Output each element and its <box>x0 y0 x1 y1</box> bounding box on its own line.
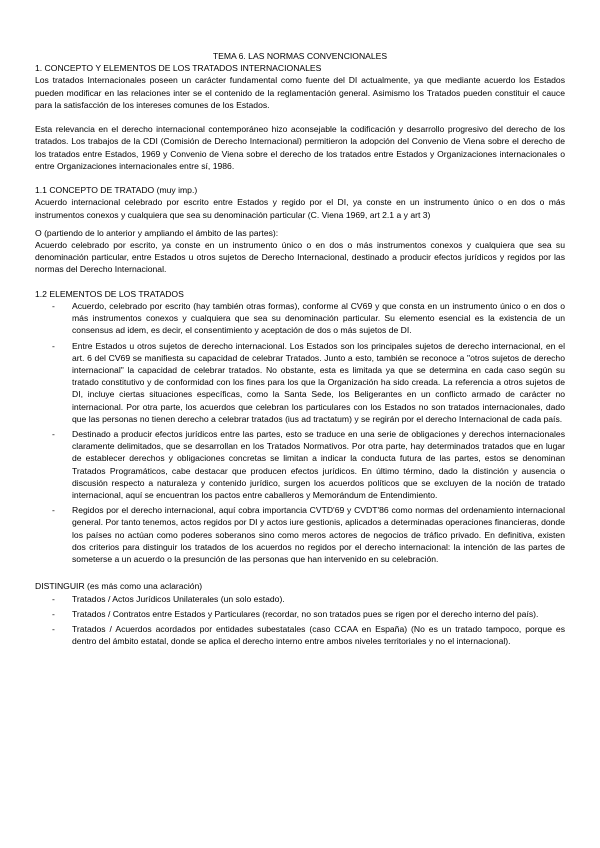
list-item <box>35 608 565 620</box>
dash-bullet: - <box>52 593 55 604</box>
list-item <box>35 623 565 647</box>
distinguish-list <box>35 593 565 648</box>
list-item-text: Tratados / Actos Jurídicos Unilaterales (un solo estado). <box>72 593 285 604</box>
list-item-text: Tratados / Contratos entre Estados y Particulares (recordar, no son tratados pues se rigen por el derecho interno del país). <box>72 608 539 619</box>
document-title: TEMA 6. LAS NORMAS CONVENCIONALES <box>212 51 388 61</box>
dash-bullet: - <box>52 340 55 351</box>
elements-list <box>35 300 565 565</box>
intro-paragraph-2: Esta relevancia en el derecho internacional contemporáneo hizo aconsejable la codificación y desarrollo progresivo del derecho de los tratados. Los trabajos de la CDI (Comisión de Derecho Internacional) permitieron la adopción del Convenio de Viena sobre el derecho de los tratados entre Estados, 1969 y Convenio de Viena sobre el derecho de los tratados entre Estados y Organizaciones internacionales o entre Organizaciones internacionales entre sí, 1986. <box>35 124 565 171</box>
list-item-text: Acuerdo, celebrado por escrito (hay también otras formas), conforme al CV69 y que consta en un instrumento único o en dos o más instrumentos conexos y cualquiera que sea su denominación particular. Su elemento esencial es la existencia de un consensus ad idem, es decir, el consentimiento y aceptación de dos o más sujetos de DI. <box>72 301 565 336</box>
section-1-heading: 1. CONCEPTO Y ELEMENTOS DE LOS TRATADOS INTERNACIONALES <box>35 63 322 74</box>
spacer <box>35 568 565 580</box>
intro-paragraph-1: Los tratados Internacionales poseen un carácter fundamental como fuente del DI actualmente, ya que mediante acuerdo los Estados pueden modificar en las relaciones inter se el contenido de la reglamentación general. Asimismo los Tratados pueden constituir el cauce para la satisfacción de los intereses comunes de los Estados. <box>35 75 565 110</box>
concept-lead-in: O (partiendo de lo anterior y ampliando el ámbito de las partes): <box>35 227 279 238</box>
list-item <box>35 428 565 501</box>
spacer <box>35 172 565 184</box>
list-item <box>35 340 565 425</box>
list-item-text: Regidos por el derecho internacional, aquí cobra importancia CVTD'69 y CVDT'86 como normas del ordenamiento internacional general. Por tanto tenemos, actos regidos por DI y actos iure gestionis, aplicados a determinadas operaciones financieras, donde los países no actúan como poderes soberanos sino como meros actores de negocios de tráfico privado. En definitiva, existen dos criterios para distinguir los tratados de los acuerdos no regidos por el derecho internacional: la intención de las partes de someterse a un acuerdo o la presunción de las personas que han intervenido en su celebración. <box>72 505 565 565</box>
concept-definition-2: Acuerdo celebrado por escrito, ya conste en un instrumento único o en dos o más instrumentos conexos y cualquiera que sea su denominación particular, entre Estados u otros sujetos de Derecho Internacional, destinado a producir efectos jurídicos y regidos por las normas del Derecho Internacional. <box>35 240 565 275</box>
dash-bullet: - <box>52 301 55 312</box>
list-item <box>35 593 565 605</box>
list-item-text: Destinado a producir efectos jurídicos entre las partes, esto se traduce en una serie de obligaciones y derechos internacionales claramente delimitados, que se desarrollan en los Tratados Normativos. Por otra parte, hay determinados tratados que en lugar de establecer derechos y obligaciones concretas se limitan a indicar la conducta futura de las partes, estos se denominan Tratados Programáticos, cabe destacar que producen efectos jurídicos. En último término, dado la distinción y ausencia o discusión respecto a naturaleza y contenido jurídico, surgen los acuerdos políticos que se excluyen de la noción de tratado internacional, aquí se encuentran los pactos entre caballeros y Memorándum de Entendimiento. <box>72 429 565 501</box>
dash-bullet: - <box>52 624 55 635</box>
dash-bullet: - <box>52 505 55 516</box>
dash-bullet: - <box>52 608 55 619</box>
section-1-1-heading: 1.1 CONCEPTO DE TRATADO (muy imp.) <box>35 185 198 196</box>
spacer <box>35 111 565 123</box>
document-page <box>35 50 565 650</box>
list-item-text: Tratados / Acuerdos acordados por entidades subestatales (caso CCAA en España) (No es un tratado tampoco, porque es dentro del ámbito estatal, donde se aplica el derecho interno entre ambos niveles territoriales y no el internacional). <box>72 624 565 647</box>
section-1-2-heading: 1.2 ELEMENTOS DE LOS TRATADOS <box>35 288 184 299</box>
list-item-text: Entre Estados u otros sujetos de derecho internacional. Los Estados son los principales sujetos de derecho internacional, en el art. 6 del CV69 se manifiesta su capacidad de celebrar Tratados. Junto a esto, también se reconoce a "otros sujetos de derecho internacional" la capacidad de celebrar tratados. No obstante, esta es limitada ya que se determina en cada caso según su tratado constitutivo y de conformidad con los fines para los que la Organización ha sido creada. La referencia a otros sujetos de DI, incluye ciertas situaciones específicas, como la Santa Sede, los Beligerantes en un conflicto armado de carácter no internacional. Por otra parte, los acuerdos que celebran los particulares con los Estados no son tratados internacionales, dado que las personas no tienen derecho a celebrar tratados (ius ad tractatum) y se regirán por el derecho Internacional de cada país. <box>72 340 565 424</box>
list-item <box>35 504 565 565</box>
distinguish-heading: DISTINGUIR (es más como una aclaración) <box>35 581 203 592</box>
list-item <box>35 300 565 337</box>
spacer <box>35 276 565 288</box>
dash-bullet: - <box>52 429 55 440</box>
concept-definition-1: Acuerdo internacional celebrado por escrito entre Estados y regido por el DI, ya conste en un instrumento único o en dos o más instrumentos conexos y cualquiera que sea su denominación particular (C. Viena 1969, art 2.1 a y art 3) <box>35 197 565 220</box>
